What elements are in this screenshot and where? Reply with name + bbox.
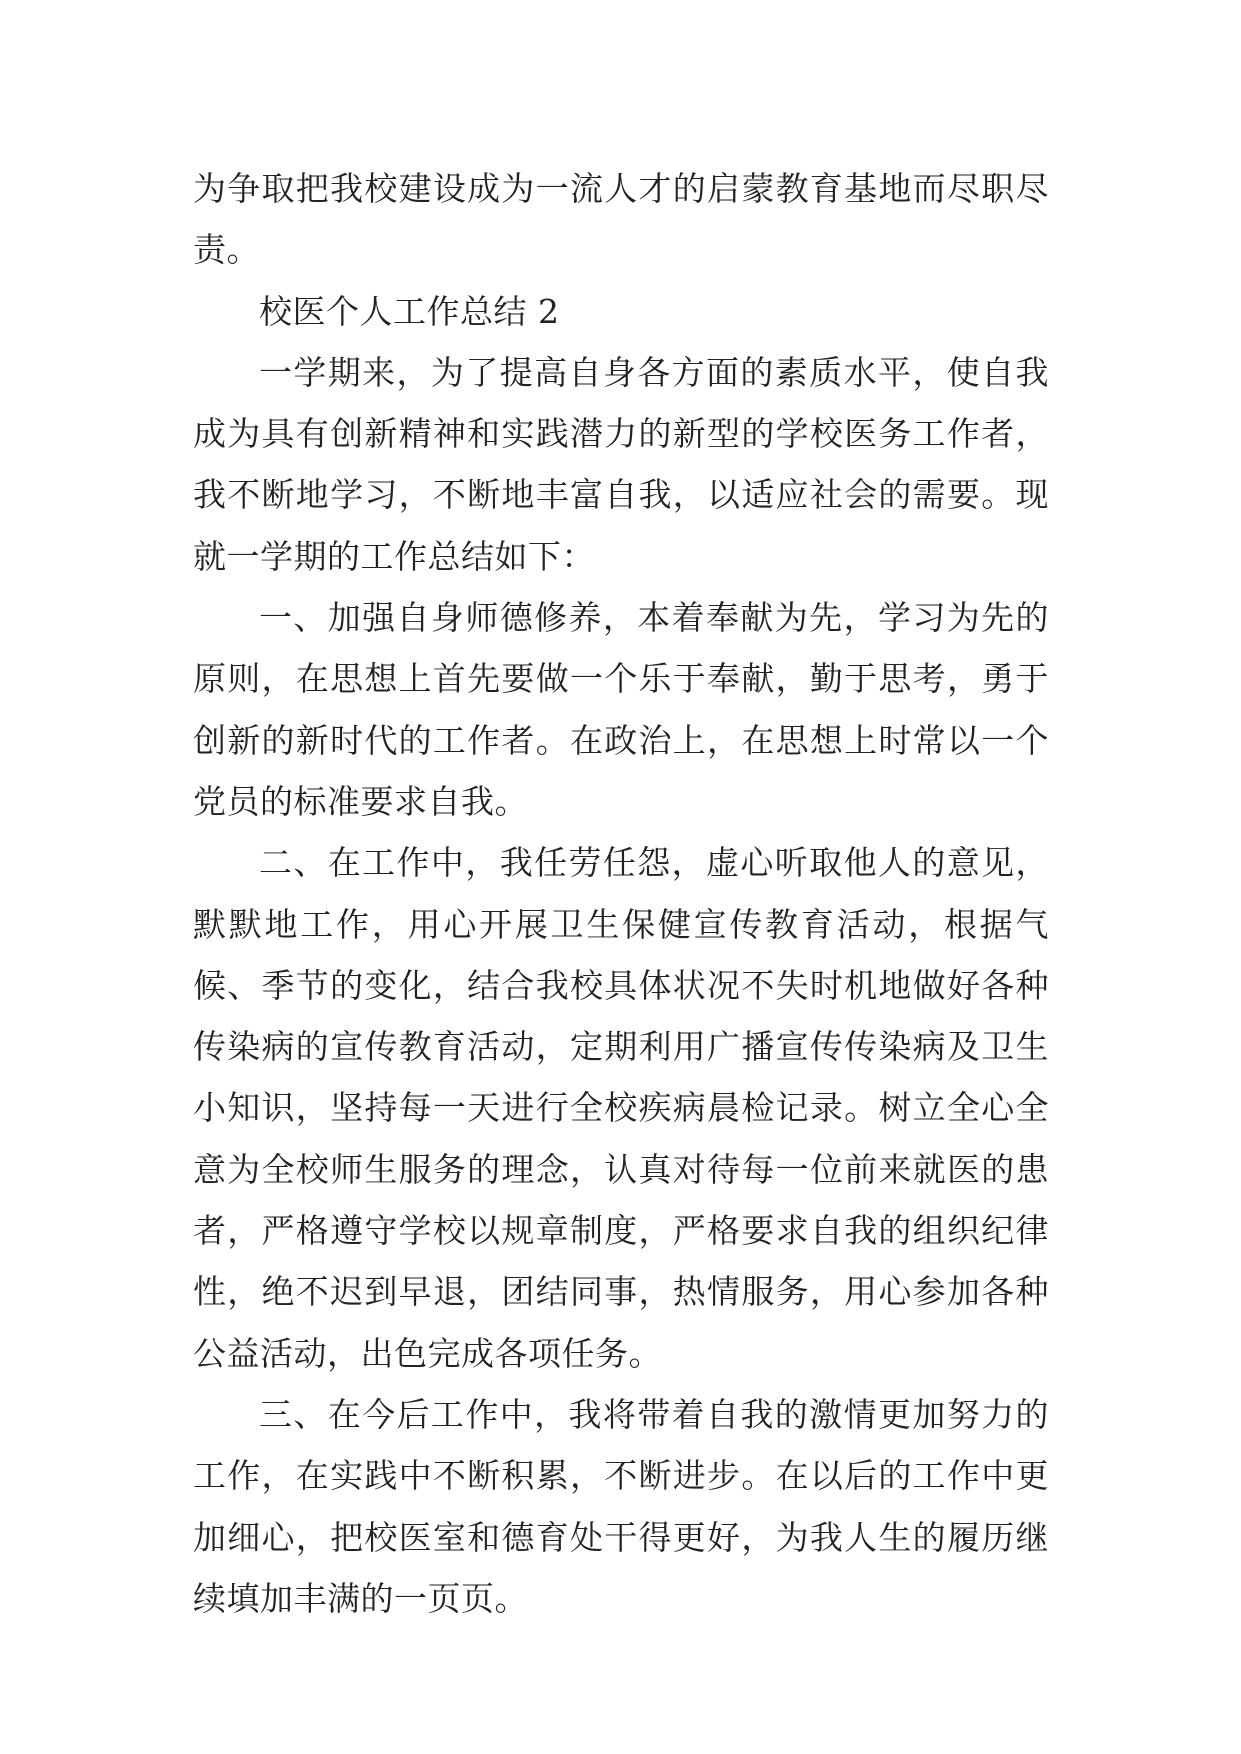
paragraph-point-one: 一、加强自身师德修养，本着奉献为先，学习为先的原则，在思想上首先要做一个乐于奉献，勤于思考，勇于创新的新时代的工作者。在政治上，在思想上时常以一个党员的标准要求自我。 — [193, 598, 1049, 821]
paragraph-intro: 一学期来，为了提高自身各方面的素质水平，使自我成为具有创新精神和实践潜力的新型的学校医务工作者，我不断地学习，不断地丰富自我，以适应社会的需要。现就一学期的工作总结如下： — [193, 352, 1049, 576]
document-body — [193, 158, 1049, 1629]
section-title: 校医个人工作总结 2 — [259, 291, 560, 331]
paragraph-point-two: 二、在工作中，我任劳任怨，虚心听取他人的意见，默默地工作，用心开展卫生保健宣传教育活动，根据气候、季节的变化，结合我校具体状况不失时机地做好各种传染病的宣传教育活动，定期利用广播宣传传染病及卫生小知识，坚持每一天进行全校疾病晨检记录。树立全心全意为全校师生服务的理念，认真对待每一位前来就医的患者，严格遵守学校以规章制度，严格要求自我的组织纪律性，绝不迟到早退，团结同事，热情服务，用心参加各种公益活动，出色完成各项任务。 — [193, 843, 1049, 1373]
paragraph-closing-line: 为争取把我校建设成为一流人才的启蒙教育基地而尽职尽责。 — [193, 169, 1049, 270]
paragraph-point-three: 三、在今后工作中，我将带着自我的激情更加努力的工作，在实践中不断积累，不断进步。在以后的工作中更加细心，把校医室和德育处干得更好，为我人生的履历继续填加丰满的一页页。 — [193, 1394, 1049, 1618]
